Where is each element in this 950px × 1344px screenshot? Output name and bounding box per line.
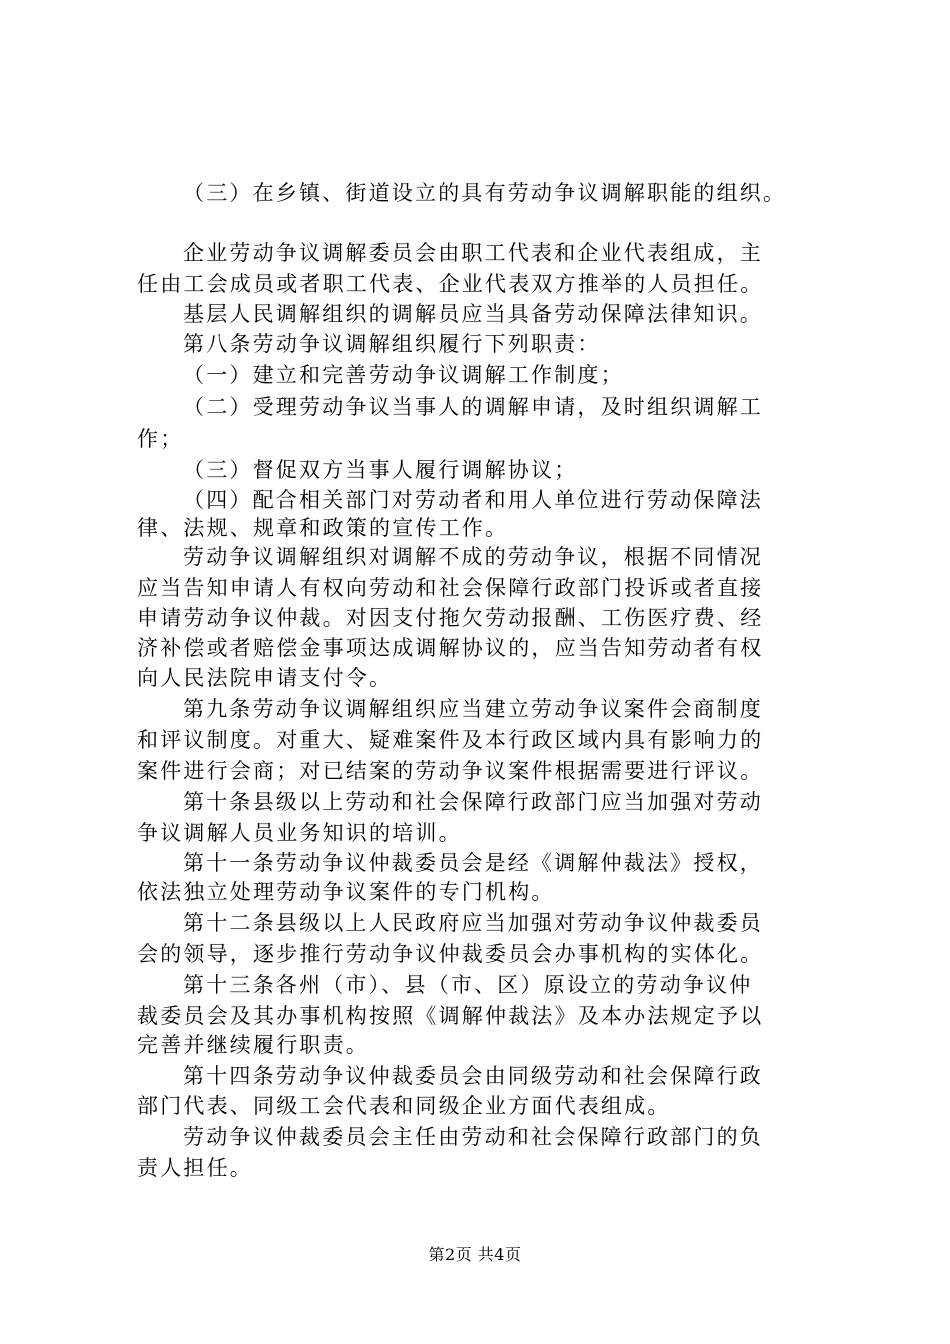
- text-line: 基层人民调解组织的调解员应当具备劳动保障法律知识。: [183, 302, 763, 326]
- text-line: 第十条县级以上劳动和社会保障行政部门应当加强对劳动: [183, 790, 763, 814]
- text-line: 第十二条县级以上人民政府应当加强对劳动争议仲裁委员: [183, 911, 763, 935]
- text-line: 部门代表、同级工会代表和同级企业方面代表组成。: [137, 1094, 671, 1118]
- text-line: 第八条劳动争议调解组织履行下列职责：: [183, 332, 601, 356]
- text-line: 和评议制度。对重大、疑难案件及本行政区域内具有影响力的: [137, 728, 764, 752]
- text-line: 劳动争议仲裁委员会主任由劳动和社会保障行政部门的负: [183, 1125, 763, 1149]
- text-line: 第十一条劳动争议仲裁委员会是经《调解仲裁法》授权，: [183, 851, 763, 875]
- text-line: 应当告知申请人有权向劳动和社会保障行政部门投诉或者直接: [137, 576, 764, 600]
- text-line: 律、法规、规章和政策的宣传工作。: [137, 516, 509, 540]
- text-line: （二）受理劳动争议当事人的调解申请，及时组织调解工: [183, 395, 763, 419]
- text-line: 会的领导，逐步推行劳动争议仲裁委员会办事机构的实体化。: [137, 942, 764, 966]
- text-line: （三）在乡镇、街道设立的具有劳动争议调解职能的组织。: [183, 181, 787, 205]
- text-line: 案件进行会商；对已结案的劳动争议案件根据需要进行评议。: [137, 759, 764, 783]
- text-line: 第十三条各州（市）、县（市、区）原设立的劳动争议仲: [183, 973, 753, 997]
- text-line: 第九条劳动争议调解组织应当建立劳动争议案件会商制度: [183, 697, 763, 721]
- text-line: 济补偿或者赔偿金事项达成调解协议的，应当告知劳动者有权: [137, 636, 764, 660]
- text-line: （四）配合相关部门对劳动者和用人单位进行劳动保障法: [183, 488, 763, 512]
- text-line: 依法独立处理劳动争议案件的专门机构。: [137, 880, 555, 904]
- text-line: 争议调解人员业务知识的培训。: [137, 821, 462, 845]
- text-line: 责人担任。: [137, 1156, 253, 1180]
- text-line: 裁委员会及其办事机构按照《调解仲裁法》及本办法规定予以: [137, 1004, 764, 1028]
- text-line: 任由工会成员或者职工代表、企业代表双方推举的人员担任。: [137, 272, 764, 296]
- text-line: 劳动争议调解组织对调解不成的劳动争议，根据不同情况: [183, 545, 763, 569]
- text-line: 企业劳动争议调解委员会由职工代表和企业代表组成，主: [183, 241, 763, 265]
- page-number-footer: 第2页 共4页: [428, 1245, 522, 1264]
- text-line: 第十四条劳动争议仲裁委员会由同级劳动和社会保障行政: [183, 1064, 763, 1088]
- text-line: 向人民法院申请支付令。: [137, 666, 393, 690]
- text-line: 申请劳动争议仲裁。对因支付拖欠劳动报酬、工伤医疗费、经: [137, 606, 764, 630]
- text-line: （三）督促双方当事人履行调解协议；: [183, 458, 578, 482]
- text-line: 完善并继续履行职责。: [137, 1033, 369, 1057]
- text-line: （一）建立和完善劳动争议调解工作制度；: [183, 363, 624, 387]
- text-line: 作；: [137, 427, 184, 451]
